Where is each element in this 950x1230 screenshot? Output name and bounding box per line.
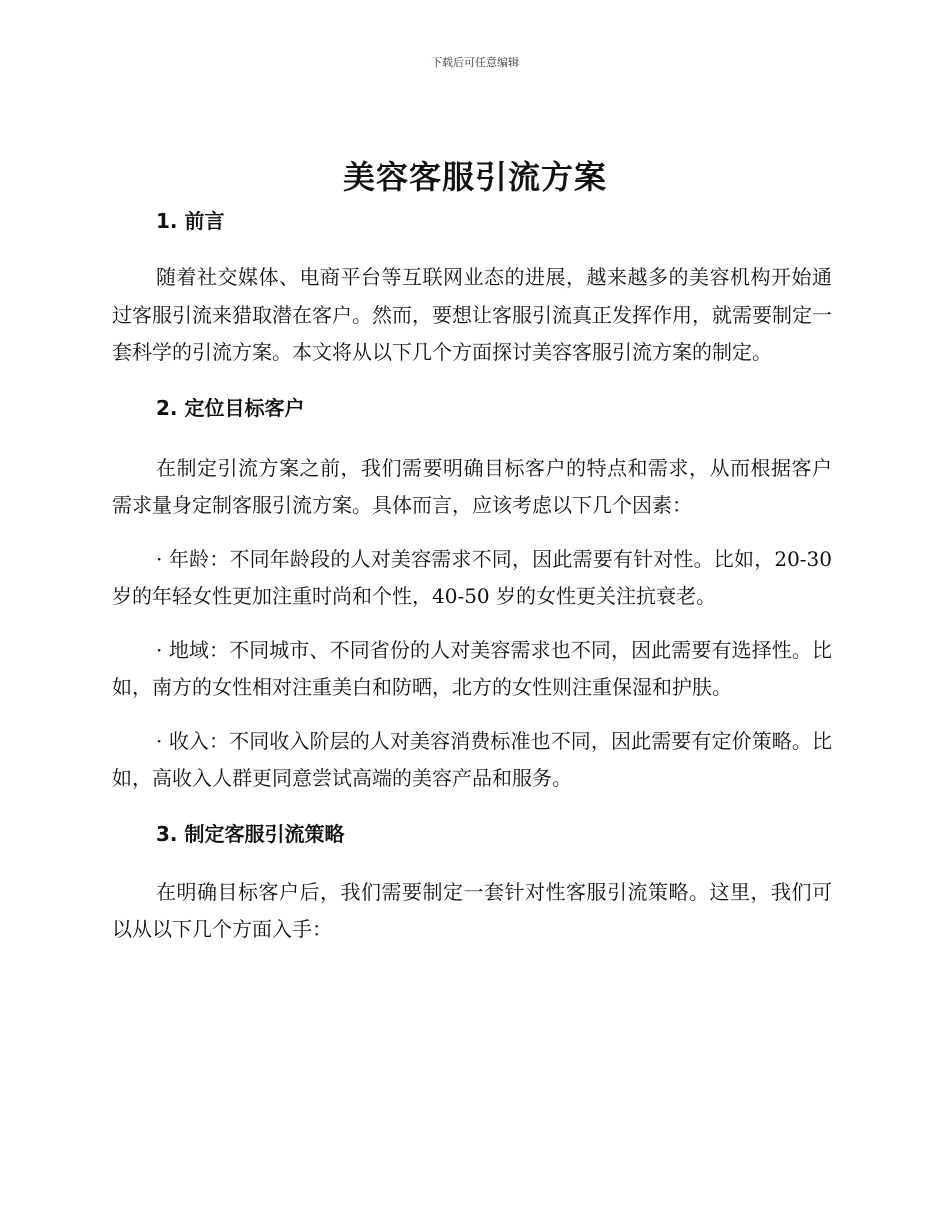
page-header-note: 下载后可任意编辑 <box>431 56 519 69</box>
section-heading-preface: 1. 前言 <box>156 209 225 233</box>
document-title: 美容客服引流方案 <box>342 158 607 196</box>
paragraph-target-intro: 在制定引流方案之前，我们需要明确目标客户的特点和需求，从而根据客户需求量身定制客服引流方案。具体而言，应该考虑以下几个因素： <box>112 455 832 517</box>
bullet-income: · 收入：不同收入阶层的人对美容消费标准也不同，因此需要有定价策略。比如，高收入人群更同意尝试高端的美容产品和服务。 <box>112 728 832 790</box>
document-body <box>112 203 832 949</box>
paragraph-strategy-intro: 在明确目标客户后，我们需要制定一套针对性客服引流策略。这里，我们可以从以下几个方面入手： <box>112 879 832 941</box>
bullet-region: · 地域：不同城市、不同省份的人对美容需求也不同，因此需要有选择性。比如，南方的女性相对注重美白和防晒，北方的女性则注重保湿和护肤。 <box>112 637 832 699</box>
section-heading-target-customers: 2. 定位目标客户 <box>156 395 305 420</box>
section-heading-strategy: 3. 制定客服引流策略 <box>156 821 345 846</box>
bullet-age: · 年龄：不同年龄段的人对美容需求不同，因此需要有针对性。比如，20-30 岁的年轻女性更加注重时尚和个性，40-50 岁的女性更关注抗衰老。 <box>112 546 832 608</box>
paragraph-preface: 随着社交媒体、电商平台等互联网业态的进展，越来越多的美容机构开始通过客服引流来猎取潜在客户。然而，要想让客服引流真正发挥作用，就需要制定一套科学的引流方案。本文将从以下几个方面探讨美容客服引流方案的制定。 <box>112 265 832 364</box>
